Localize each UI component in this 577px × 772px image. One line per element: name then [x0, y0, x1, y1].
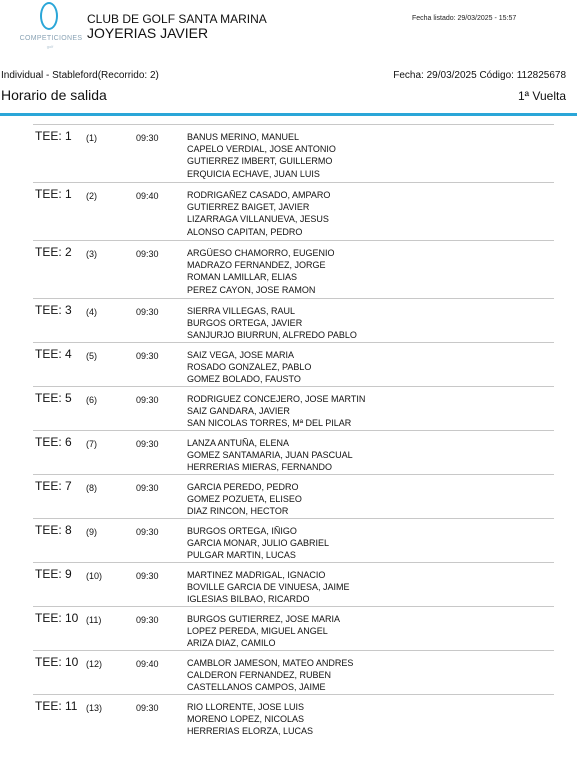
tee-label: TEE: 1 [35, 129, 72, 143]
list-date: Fecha listado: 29/03/2025 - 15:57 [412, 15, 517, 22]
tee-group-row [33, 474, 554, 518]
player-name: GUTIERREZ IMBERT, GUILLERMO [187, 156, 333, 167]
player-name: LIZARRAGA VILLANUEVA, JESUS [187, 214, 329, 225]
logo-name: COMPETICIONES [19, 35, 83, 42]
player-name: GOMEZ BOLADO, FAUSTO [187, 374, 301, 385]
player-name: HERRERIAS ELORZA, LUCAS [187, 726, 314, 737]
player-name: BURGOS GUTIERREZ, JOSE MARIA [187, 614, 341, 624]
player-list [187, 481, 302, 518]
group-number: (13) [86, 703, 103, 713]
player-name: PEREZ CAYON, JOSE RAMON [187, 284, 316, 295]
tee-label: TEE: 2 [35, 245, 72, 259]
group-number: (2) [86, 191, 97, 201]
tee-time: 09:30 [136, 615, 159, 625]
player-name: ARGÜESO CHAMORRO, EUGENIO [187, 248, 335, 258]
player-name: LANZA ANTUÑA, ELENA [187, 438, 290, 448]
player-name: BURGOS ORTEGA, JAVIER [187, 318, 303, 329]
header-divider [0, 113, 577, 116]
tee-label: TEE: 10 [35, 611, 79, 625]
tee-time: 09:40 [136, 191, 159, 201]
tee-time: 09:30 [136, 249, 159, 259]
tee-label: TEE: 8 [35, 523, 72, 537]
player-name: GOMEZ POZUETA, ELISEO [187, 494, 302, 505]
tee-time: 09:30 [136, 133, 159, 143]
player-name: SANJURJO BIURRUN, ALFREDO PABLO [187, 330, 357, 341]
player-name: PULGAR MARTIN, LUCAS [187, 550, 296, 561]
player-list [187, 393, 365, 430]
player-name: GUTIERREZ BAIGET, JAVIER [187, 202, 310, 213]
player-name: SAIZ VEGA, JOSE MARIA [187, 350, 295, 360]
tee-group-row [33, 240, 554, 298]
tee-time: 09:40 [136, 659, 159, 669]
group-number: (7) [86, 439, 97, 449]
player-list [187, 305, 357, 342]
player-name: CASTELLANOS CAMPOS, JAIME [187, 682, 326, 693]
tee-group-row [33, 430, 554, 474]
player-name: BURGOS ORTEGA, IÑIGO [187, 526, 297, 536]
group-number: (8) [86, 483, 97, 493]
tee-time: 09:30 [136, 395, 159, 405]
tee-time: 09:30 [136, 351, 159, 361]
player-name: SIERRA VILLEGAS, RAUL [187, 306, 296, 316]
player-list [187, 349, 311, 386]
player-name: GARCIA MONAR, JULIO GABRIEL [187, 538, 330, 549]
tee-times-list [33, 124, 554, 738]
tee-label: TEE: 4 [35, 347, 72, 361]
logo-sub: golf [46, 44, 54, 49]
player-list [187, 525, 329, 562]
group-number: (4) [86, 307, 97, 317]
tee-time: 09:30 [136, 439, 159, 449]
tee-time: 09:30 [136, 571, 159, 581]
player-list [187, 613, 340, 650]
player-list [187, 701, 313, 738]
player-name: MORENO LOPEZ, NICOLAS [187, 714, 305, 725]
player-list [187, 189, 330, 238]
player-name: RODRIGAÑEZ CASADO, AMPARO [187, 190, 331, 200]
tee-group-row [33, 182, 554, 240]
tee-group-row [33, 562, 554, 606]
player-name: SAN NICOLAS TORRES, Mª DEL PILAR [187, 418, 352, 429]
player-name: DIAZ RINCON, HECTOR [187, 506, 289, 517]
tee-label: TEE: 10 [35, 655, 79, 669]
competition-format: Individual - Stableford(Recorrido: 2) [1, 70, 159, 81]
tee-label: TEE: 6 [35, 435, 72, 449]
player-list [187, 569, 350, 606]
group-number: (12) [86, 659, 103, 669]
player-name: BOVILLE GARCIA DE VINUESA, JAIME [187, 582, 350, 593]
player-list [187, 437, 353, 474]
group-number: (5) [86, 351, 97, 361]
group-number: (6) [86, 395, 97, 405]
tee-group-row [33, 518, 554, 562]
tee-time: 09:30 [136, 483, 159, 493]
tee-label: TEE: 9 [35, 567, 72, 581]
player-name: ROSADO GONZALEZ, PABLO [187, 362, 312, 373]
group-number: (10) [86, 571, 103, 581]
player-name: GOMEZ SANTAMARIA, JUAN PASCUAL [187, 450, 353, 461]
round-label: 1ª Vuelta [517, 89, 566, 103]
logo-ring-icon [40, 2, 58, 30]
player-name: MADRAZO FERNANDEZ, JORGE [187, 260, 326, 271]
player-name: GARCIA PEREDO, PEDRO [187, 482, 299, 492]
tee-label: TEE: 5 [35, 391, 72, 405]
tee-time: 09:30 [136, 527, 159, 537]
player-name: CAPELO VERDIAL, JOSE ANTONIO [187, 144, 336, 155]
tee-label: TEE: 3 [35, 303, 72, 317]
player-name: BANUS MERINO, MANUEL [187, 132, 300, 142]
sponsor-name: JOYERIAS JAVIER [87, 25, 209, 41]
group-number: (1) [86, 133, 97, 143]
player-name: RIO LLORENTE, JOSE LUIS [187, 702, 305, 712]
player-name: ALONSO CAPITAN, PEDRO [187, 226, 303, 237]
tee-group-row [33, 650, 554, 694]
tee-time: 09:30 [136, 703, 159, 713]
tee-label: TEE: 7 [35, 479, 72, 493]
tee-group-row [33, 298, 554, 342]
group-number: (11) [86, 615, 102, 625]
group-number: (3) [86, 249, 97, 259]
tee-group-row [33, 694, 554, 738]
tee-group-row [33, 386, 554, 430]
player-list [187, 131, 336, 180]
player-name: ARIZA DIAZ, CAMILO [187, 638, 276, 649]
player-name: CAMBLOR JAMESON, MATEO ANDRES [187, 658, 354, 668]
tee-time: 09:30 [136, 307, 159, 317]
competiciones-logo [19, 2, 83, 49]
player-name: SAIZ GANDARA, JAVIER [187, 406, 290, 417]
player-name: HERRERIAS MIERAS, FERNANDO [187, 462, 333, 473]
group-number: (9) [86, 527, 97, 537]
player-name: LOPEZ PEREDA, MIGUEL ANGEL [187, 626, 328, 637]
player-name: ROMAN LAMILLAR, ELIAS [187, 272, 298, 283]
tee-label: TEE: 1 [35, 187, 72, 201]
tee-group-row [33, 124, 554, 182]
tee-group-row [33, 342, 554, 386]
club-name: CLUB DE GOLF SANTA MARINA [87, 12, 267, 26]
date-code: Fecha: 29/03/2025 Código: 112825678 [393, 70, 566, 81]
tee-label: TEE: 11 [35, 699, 78, 713]
tee-group-row [33, 606, 554, 650]
page-title: Horario de salida [1, 87, 107, 103]
player-name: IGLESIAS BILBAO, RICARDO [187, 594, 310, 605]
player-list [187, 247, 335, 296]
player-list [187, 657, 353, 694]
player-name: ERQUICIA ECHAVE, JUAN LUIS [187, 168, 320, 179]
player-name: CALDERON FERNANDEZ, RUBEN [187, 670, 332, 681]
player-name: MARTINEZ MADRIGAL, IGNACIO [187, 570, 326, 580]
player-name: RODRIGUEZ CONCEJERO, JOSE MARTIN [187, 394, 366, 404]
